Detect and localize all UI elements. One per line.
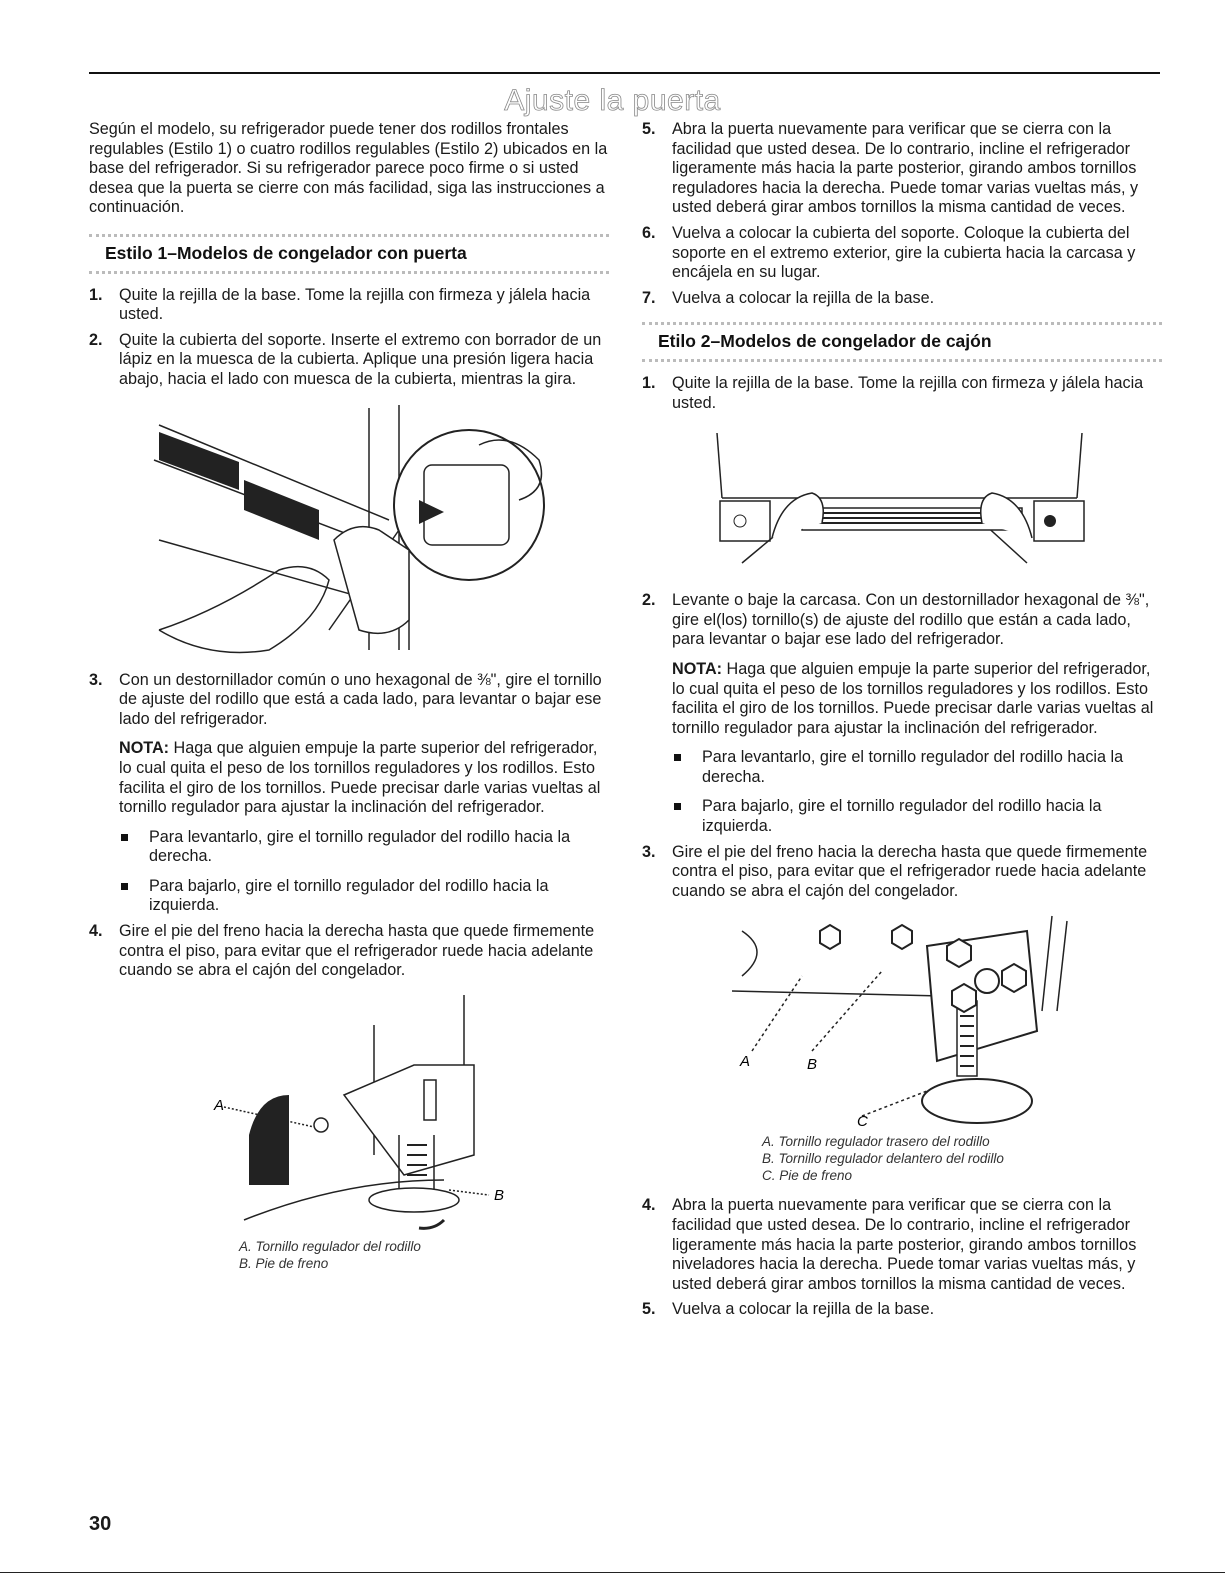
figure-caption xyxy=(239,1238,609,1272)
step-text: Vuelva a colocar la cubierta del soporte. Coloque la cubierta del soporte en el extremo exterior, gire la cubierta hacia la carcasa y encájela en su lugar. xyxy=(672,223,1136,282)
step-text: Vuelva a colocar la rejilla de la base. xyxy=(672,1300,935,1319)
label-b: B xyxy=(807,1056,818,1074)
step-text: Abra la puerta nuevamente para verificar que se cierra con la facilidad que usted desea. De lo contrario, incline el refrigerador ligeramente más hacia la parte posterior, girando ambos tornillos reguladores hacia la derecha. Puede tomar varias vueltas más, y usted deberá girar ambos tornillos la misma cantidad de veces. xyxy=(672,120,1139,217)
style-1-steps xyxy=(89,286,609,390)
step-number: 5. xyxy=(642,120,656,138)
list-item xyxy=(642,224,1162,283)
list-item xyxy=(642,120,1162,218)
label-b: B xyxy=(494,1186,505,1204)
step-number: 6. xyxy=(642,223,656,242)
list-item xyxy=(642,1300,1162,1320)
caption-a: A. Tornillo regulador trasero del rodillo xyxy=(762,1134,990,1150)
style-2-steps-final xyxy=(642,1196,1162,1320)
step-number: 4. xyxy=(89,922,103,941)
list-item xyxy=(89,331,609,390)
list-item xyxy=(642,591,1162,837)
caption-b: B. Pie de freno xyxy=(239,1255,329,1271)
step-number: 3. xyxy=(89,670,103,689)
figure-rollers xyxy=(642,911,1162,1184)
style-1-steps-continued xyxy=(89,671,609,981)
label-a: A xyxy=(740,1053,751,1071)
figure-caption xyxy=(762,1133,1162,1184)
note xyxy=(119,739,609,817)
step-text: Vuelva a colocar la rejilla de la base. xyxy=(672,288,935,307)
list-item xyxy=(642,1196,1162,1294)
step-number: 4. xyxy=(642,1196,656,1215)
section-heading-style-2: Etilo 2–Modelos de congelador de cajón xyxy=(642,322,1162,362)
step-number: 5. xyxy=(642,1300,656,1319)
page-number: 30 xyxy=(89,1513,112,1535)
list-item xyxy=(642,374,1162,413)
section-heading-style-1: Estilo 1–Modelos de congelador con puerta xyxy=(89,234,609,274)
step-number: 2. xyxy=(642,591,656,610)
step-number: 7. xyxy=(642,288,656,307)
step-text: Con un destornillador común o uno hexagonal de ⅜", gire el tornillo de ajuste del rodillo que está a cada lado, para levantar o bajar ese lado del refrigerador. xyxy=(119,670,602,728)
list-item xyxy=(89,922,609,981)
top-rule xyxy=(89,72,1160,74)
style-2-steps xyxy=(642,374,1162,413)
step-text: Quite la cubierta del soporte. Inserte el extremo con borrador de un lápiz en la muesca de la cubierta. Aplique una presión ligera hacia abajo, hacia el lado con muesca de la cubierta, mientras la gira. xyxy=(119,330,602,388)
step-number: 2. xyxy=(89,330,103,349)
list-item xyxy=(89,671,609,917)
step-text: Gire el pie del freno hacia la derecha hasta que quede firmemente contra el piso, para evitar que el refrigerador ruede hacia adelante cuando se abra el cajón del congelador. xyxy=(119,922,595,980)
label-a: A xyxy=(214,1096,225,1114)
step-text: Quite la rejilla de la base. Tome la rejilla con firmeza y jálela hacia usted. xyxy=(672,373,1144,412)
bullet-item: Para bajarlo, gire el tornillo regulador del rodillo hacia la izquierda. xyxy=(119,877,609,916)
note-text: Haga que alguien empuje la parte superior del refrigerador, lo cual quita el peso de los tornillos reguladores y los rodillos. Esto facilita el giro de los tornillos. Puede precisar darle varias vueltas al tornillo regulador para ajustar la inclinación del refrigerador. xyxy=(119,739,601,817)
left-column xyxy=(89,120,609,1272)
figure-base-grille xyxy=(642,423,1162,583)
bullet-list xyxy=(672,748,1162,836)
style-2-steps-continued xyxy=(642,591,1162,901)
bullet-list xyxy=(119,828,609,916)
bullet-item: Para levantarlo, gire el tornillo regulador del rodillo hacia la derecha. xyxy=(672,748,1162,787)
intro-paragraph: Según el modelo, su refrigerador puede tener dos rodillos frontales regulables (Estilo 1) o cuatro rodillos regulables (Estilo 2) ubicados en la base del refrigerador. Si su refrigerador parece poco firme o si usted desea que la puerta se cierre con más facilidad, siga las instrucciones a continuación. xyxy=(89,120,608,217)
step-number: 1. xyxy=(89,285,103,304)
caption-a: A. Tornillo regulador del rodillo xyxy=(239,1238,421,1254)
label-c: C xyxy=(857,1113,868,1131)
list-item xyxy=(642,289,1162,309)
bottom-rule xyxy=(0,1572,1225,1573)
list-item xyxy=(642,843,1162,902)
figure-brake-foot xyxy=(89,995,609,1272)
step-number: 1. xyxy=(642,373,656,392)
right-column xyxy=(642,120,1162,1320)
page-title: Ajuste la puerta xyxy=(504,84,721,117)
note-text: Haga que alguien empuje la parte superior del refrigerador, lo cual quita el peso de los tornillos reguladores y los rodillos. Esto facilita el giro de los tornillos. Puede precisar darle varias vueltas al tornillo regulador para ajustar la inclinación del refrigerador. xyxy=(672,659,1154,737)
step-text: Levante o baje la carcasa. Con un destornillador hexagonal de ⅜", gire el(los) tornillo(s) de ajuste del rodillo que están a cada lado, para levantar o bajar ese lado del refrigerador. xyxy=(672,591,1150,649)
step-number: 3. xyxy=(642,842,656,861)
step-text: Abra la puerta nuevamente para verificar que se cierra con la facilidad que usted desea. De lo contrario, incline el refrigerador ligeramente más hacia la parte posterior, girando ambos tornillos niveladores hacia la derecha. Puede tomar varias vueltas más, y usted deberá girar ambos tornillos la misma cantidad de veces. xyxy=(672,1196,1137,1293)
caption-b: B. Tornillo regulador delantero del rodillo xyxy=(762,1151,1004,1167)
caption-c: C. Pie de freno xyxy=(762,1168,853,1184)
step-text: Gire el pie del freno hacia la derecha hasta que quede firmemente contra el piso, para evitar que el refrigerador ruede hacia adelante cuando se abra el cajón del congelador. xyxy=(672,842,1148,900)
note-label: NOTA: xyxy=(119,739,170,758)
step-text: Quite la rejilla de la base. Tome la rejilla con firmeza y jálela hacia usted. xyxy=(119,285,591,324)
bullet-item: Para levantarlo, gire el tornillo regulador del rodillo hacia la derecha. xyxy=(119,828,609,867)
note xyxy=(672,660,1162,738)
bullet-item: Para bajarlo, gire el tornillo regulador del rodillo hacia la izquierda. xyxy=(672,797,1162,836)
note-label: NOTA: xyxy=(672,659,723,678)
style-1-steps-right xyxy=(642,120,1162,308)
figure-support-cover xyxy=(89,400,609,665)
list-item xyxy=(89,286,609,325)
